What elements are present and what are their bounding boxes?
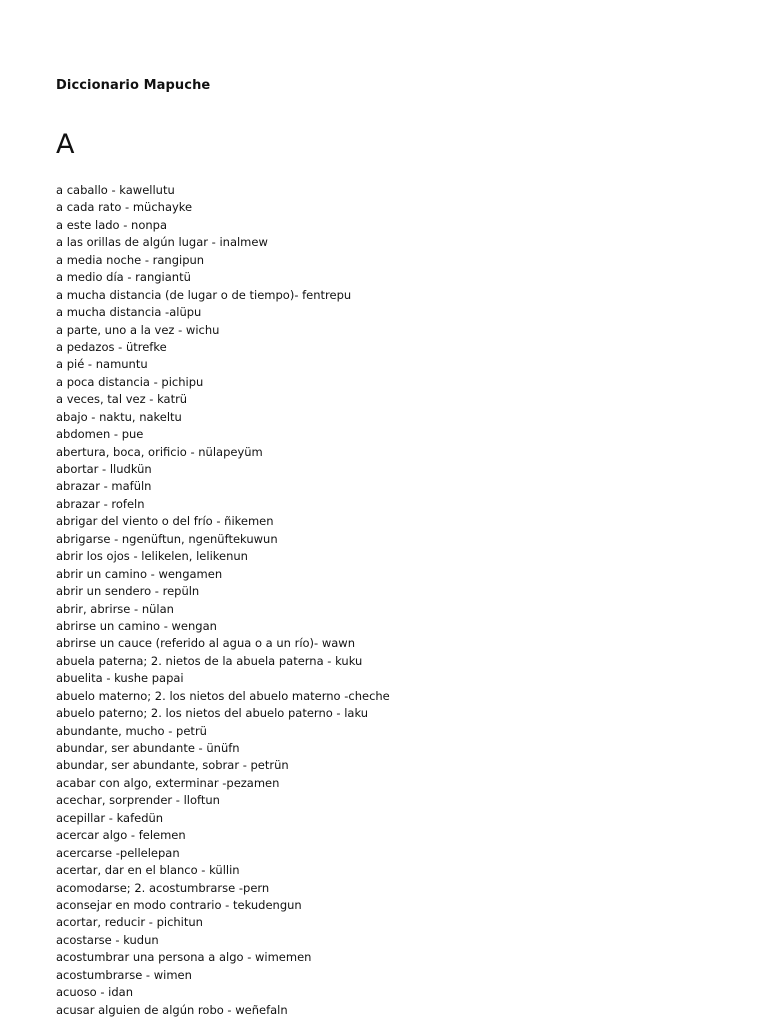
dictionary-entry: acechar, sorprender - lloftun bbox=[56, 793, 220, 808]
dictionary-entry: a medio día - rangiantü bbox=[56, 270, 191, 285]
dictionary-entry: acomodarse; 2. acostumbrarse -pern bbox=[56, 880, 270, 895]
dictionary-entry: abrir un sendero - repüln bbox=[56, 584, 200, 599]
dictionary-entry: abertura, boca, orificio - nülapeyüm bbox=[56, 444, 263, 459]
dictionary-entry: a veces, tal vez - katrü bbox=[56, 392, 188, 407]
dictionary-entry: abrir los ojos - lelikelen, lelikenun bbox=[56, 549, 248, 564]
dictionary-entry: a poca distancia - pichipu bbox=[56, 374, 204, 389]
dictionary-entry: a cada rato - müchayke bbox=[56, 200, 193, 215]
dictionary-entry: acercarse -pellelepan bbox=[56, 845, 180, 860]
dictionary-entry: abrirse un cauce (referido al agua o a un río)- wawn bbox=[56, 636, 355, 651]
document-title: Diccionario Mapuche bbox=[56, 78, 211, 93]
dictionary-entry: acostumbrar una persona a algo - wimemen bbox=[56, 950, 312, 965]
dictionary-entry: a las orillas de algún lugar - inalmew bbox=[56, 235, 268, 250]
dictionary-entry: abrir un camino - wengamen bbox=[56, 566, 223, 581]
dictionary-entry: acusar alguien de algún robo - weñefaln bbox=[56, 1002, 288, 1017]
dictionary-entry: a pié - namuntu bbox=[56, 357, 148, 372]
dictionary-entry: abrigarse - ngenüftun, ngenüftekuwun bbox=[56, 531, 278, 546]
dictionary-entry: abundar, ser abundante, sobrar - petrün bbox=[56, 758, 289, 773]
dictionary-entry: a mucha distancia (de lugar o de tiempo)- fentrepu bbox=[56, 287, 352, 302]
dictionary-entry: acabar con algo, exterminar -pezamen bbox=[56, 775, 280, 790]
dictionary-entry: acostarse - kudun bbox=[56, 932, 159, 947]
dictionary-entry: acertar, dar en el blanco - küllin bbox=[56, 863, 240, 878]
dictionary-entry-list bbox=[56, 182, 390, 1019]
dictionary-entry: a caballo - kawellutu bbox=[56, 183, 175, 197]
dictionary-entry: abuela paterna; 2. nietos de la abuela paterna - kuku bbox=[56, 653, 363, 668]
dictionary-entry: abuelo materno; 2. los nietos del abuelo materno -cheche bbox=[56, 688, 390, 703]
dictionary-entry: aconsejar en modo contrario - tekudengun bbox=[56, 897, 302, 912]
dictionary-entry: a parte, uno a la vez - wichu bbox=[56, 322, 220, 337]
dictionary-entry: abundar, ser abundante - ünüfn bbox=[56, 741, 240, 755]
dictionary-entry: acuoso - idan bbox=[56, 985, 134, 1000]
dictionary-entry: a media noche - rangipun bbox=[56, 252, 205, 267]
dictionary-entry: abrazar - mafüln bbox=[56, 479, 152, 494]
dictionary-entry: abrigar del viento o del frío - ñikemen bbox=[56, 514, 274, 529]
dictionary-entry: acostumbrarse - wimen bbox=[56, 967, 192, 982]
dictionary-entry: abrir, abrirse - nülan bbox=[56, 601, 174, 616]
dictionary-entry: a este lado - nonpa bbox=[56, 217, 168, 232]
dictionary-entry: abdomen - pue bbox=[56, 427, 144, 442]
dictionary-entry: abortar - lludkün bbox=[56, 462, 152, 476]
dictionary-entry: acortar, reducir - pichitun bbox=[56, 915, 203, 930]
dictionary-entry: abrazar - rofeln bbox=[56, 496, 145, 511]
dictionary-entry: a pedazos - ütrefke bbox=[56, 339, 167, 354]
dictionary-entry: acepillar - kafedün bbox=[56, 810, 164, 825]
section-letter-heading: A bbox=[56, 129, 75, 160]
dictionary-entry: a mucha distancia -alüpu bbox=[56, 305, 202, 320]
dictionary-entry: acercar algo - felemen bbox=[56, 828, 186, 843]
dictionary-entry: abuelo paterno; 2. los nietos del abuelo paterno - laku bbox=[56, 706, 369, 721]
dictionary-entry: abajo - naktu, nakeltu bbox=[56, 409, 182, 424]
dictionary-entry: abundante, mucho - petrü bbox=[56, 723, 207, 738]
dictionary-entry: abuelita - kushe papai bbox=[56, 671, 184, 686]
document-page bbox=[56, 0, 756, 1024]
dictionary-entry: abrirse un camino - wengan bbox=[56, 618, 217, 633]
